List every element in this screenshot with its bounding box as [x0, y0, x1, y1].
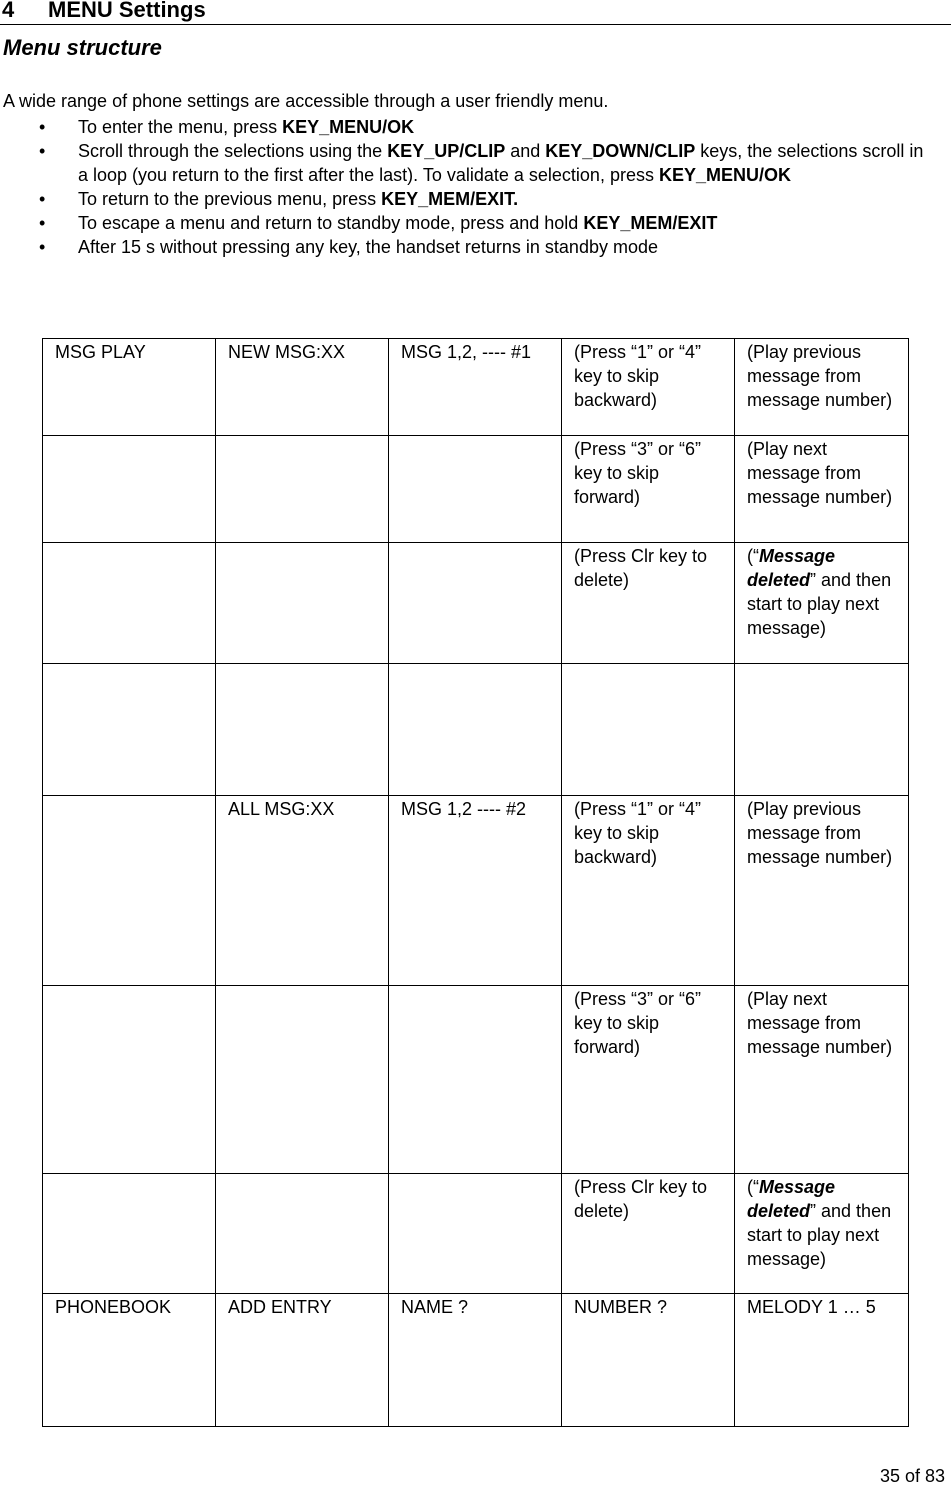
table-row — [43, 1174, 909, 1294]
table-cell: (“Message deleted” and then start to play next message) — [735, 543, 909, 664]
key-name: KEY_MENU/OK — [658, 165, 791, 185]
table-cell: (Press “3” or “6” key to skip forward) — [562, 436, 735, 543]
table-row — [43, 796, 909, 986]
table-row — [43, 986, 909, 1174]
table-cell: (Play previous message from message number) — [735, 339, 909, 436]
table-cell: (Play next message from message number) — [735, 986, 909, 1174]
table-cell: (Press “3” or “6” key to skip forward) — [562, 986, 735, 1174]
bullet-text: To return to the previous menu, press — [78, 189, 382, 209]
bullet-text: To enter the menu, press — [78, 117, 283, 137]
bullet-dot-icon: • — [39, 213, 46, 233]
subheading: Menu structure — [3, 35, 162, 60]
table-cell: PHONEBOOK — [43, 1294, 216, 1427]
table-cell — [43, 543, 216, 664]
table-cell — [389, 543, 562, 664]
bullet-text: Scroll through the selections using the — [78, 141, 388, 161]
bullet-item — [0, 139, 951, 187]
table-cell — [43, 664, 216, 796]
section-heading — [0, 0, 951, 25]
table-cell — [216, 986, 389, 1174]
bullet-dot-icon: • — [39, 237, 46, 257]
table-cell — [43, 986, 216, 1174]
bullet-item — [0, 235, 951, 259]
table-cell: (Press Clr key to delete) — [562, 1174, 735, 1294]
table-cell — [389, 986, 562, 1174]
table-cell: (Press Clr key to delete) — [562, 543, 735, 664]
key-name: KEY_MENU/OK — [282, 117, 415, 137]
table-cell — [562, 664, 735, 796]
table-cell — [216, 1174, 389, 1294]
table-cell — [389, 436, 562, 543]
table-cell — [389, 664, 562, 796]
bullet-item — [0, 211, 951, 235]
table-cell: (Play previous message from message number) — [735, 796, 909, 986]
table-cell — [216, 436, 389, 543]
table-cell: MSG 1,2 ---- #2 — [389, 796, 562, 986]
bullet-dot-icon: • — [39, 189, 46, 209]
table-cell: NUMBER ? — [562, 1294, 735, 1427]
bullet-list — [0, 115, 951, 259]
table-cell: NAME ? — [389, 1294, 562, 1427]
table-cell: MELODY 1 … 5 — [735, 1294, 909, 1427]
bullet-text: After 15 s without pressing any key, the handset returns in standby mode — [78, 237, 658, 257]
table-cell: ADD ENTRY — [216, 1294, 389, 1427]
intro-paragraph: A wide range of phone settings are accessible through a user friendly menu. — [3, 91, 609, 111]
section-title: MENU Settings — [48, 0, 206, 22]
table-cell — [43, 796, 216, 986]
table-cell: MSG PLAY — [43, 339, 216, 436]
table-cell: (Play next message from message number) — [735, 436, 909, 543]
key-name: KEY_DOWN/CLIP — [545, 141, 696, 161]
bullet-text: keys, the selections scroll in a loop (you return to the first after the last). To validate a selection, press — [78, 141, 924, 185]
table-cell — [216, 664, 389, 796]
table-cell: ALL MSG:XX — [216, 796, 389, 986]
bullet-item — [0, 187, 951, 211]
bullet-dot-icon: • — [39, 117, 46, 137]
bullet-text: and — [505, 141, 546, 161]
table-cell — [43, 436, 216, 543]
table-cell — [735, 664, 909, 796]
table-row — [43, 1294, 909, 1427]
bullet-dot-icon: • — [39, 141, 46, 161]
table-cell: (Press “1” or “4” key to skip backward) — [562, 339, 735, 436]
table-cell: (Press “1” or “4” key to skip backward) — [562, 796, 735, 986]
bullet-item — [0, 115, 951, 139]
key-name: KEY_MEM/EXIT — [583, 213, 718, 233]
bullet-text: To escape a menu and return to standby mode, press and hold — [78, 213, 584, 233]
table-row — [43, 543, 909, 664]
table-cell — [389, 1174, 562, 1294]
table-row — [43, 339, 909, 436]
page-number: 35 of 83 — [879, 1466, 945, 1486]
menu-structure-table — [42, 338, 909, 1427]
section-number: 4 — [2, 0, 15, 22]
table-row — [43, 664, 909, 796]
key-name: KEY_UP/CLIP — [387, 141, 506, 161]
table-cell — [43, 1174, 216, 1294]
table-cell: (“Message deleted” and then start to play next message) — [735, 1174, 909, 1294]
table-row — [43, 436, 909, 543]
table-cell — [216, 543, 389, 664]
table-cell: NEW MSG:XX — [216, 339, 389, 436]
key-name: KEY_MEM/EXIT. — [381, 189, 519, 209]
table-cell: MSG 1,2, ---- #1 — [389, 339, 562, 436]
